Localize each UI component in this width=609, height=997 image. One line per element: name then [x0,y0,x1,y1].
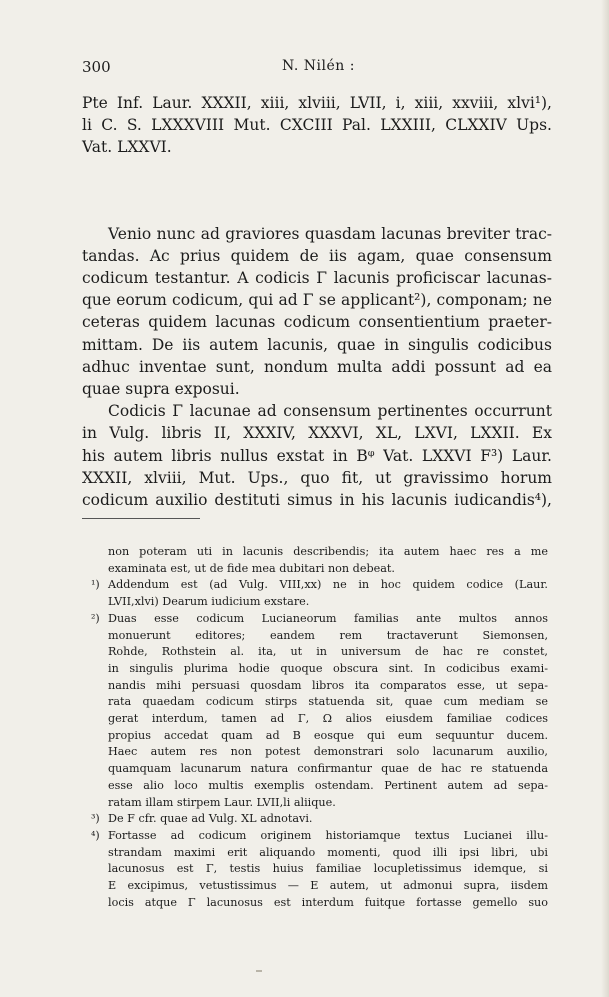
footnote-mark: ¹) [91,578,100,592]
footnote-line: propius accedat quam ad B eosque qui eum sequuntur ducem. [108,728,548,742]
main-text [82,92,552,511]
text-line: in Vulg. libris II, XXXIV, XXXVI, XL, LXVI, LXXII. Ex [82,424,552,443]
running-title: N. Nilén : [282,58,355,74]
footnote-line [91,828,548,845]
footnote-line: ratam illam stirpem Laur. LVII,li aliique. [108,795,336,809]
text-line: his autem libris nullus exstat in Bᵠ Vat. LXXVI F³) Laur. [82,446,552,465]
footnote-line: quamquam lacunarum natura confirmantur quae de hac re statuenda [108,762,548,776]
text-line: XXXII, xlviii, Mut. Ups., quo fit, ut gravissimo horum [82,468,552,487]
text-line: codicum testantur. A codicis Γ lacunis proficiscar lacunas- [82,269,552,288]
footnote-line [91,611,548,628]
footnote-rule [82,518,200,519]
footnotes [91,544,548,911]
text-line: tandas. Ac prius quidem de iis agam, quae consensum [82,246,552,265]
footnote-line [91,811,548,828]
text-line: quae supra exposui. [82,380,240,399]
text-line: li C. S. LXXXVIII Mut. CXCIII Pal. LXXIII, CLXXIV Ups. [82,116,552,135]
footnote-text: Addendum est (ad Vulg. VIII,xx) ne in hoc quidem codice (Laur. [108,578,548,592]
text-line: Vat. LXXVI. [82,138,172,157]
footnote-line: Haec autem res non potest demonstrari solo lacunarum auxilio, [108,745,548,759]
footnote-line: lacunosus est Γ, testis huius familiae locupletissimus idemque, si [108,862,548,876]
page-edge-shadow [601,0,609,997]
footnote-line: rata quaedam codicum stirps statuenda sit, quae cum mediam se [108,695,548,709]
footnote-line: esse alio loco multis exemplis ostendam. Pertinent autem ad sepa- [108,778,548,792]
text-line: mittam. De iis autem lacunis, quae in singulis codicibus [82,335,552,354]
text-line: que eorum codicum, qui ad Γ se applicant²), componam; ne [82,291,552,310]
text-line: codicum auxilio destituti simus in his lacunis iudicandis⁴), [82,491,552,510]
paper-speck [256,970,262,972]
footnote-line: E excipimus, vetustissimus — E autem, ut admonui supra, iisdem [108,879,548,893]
footnote-mark: ⁴) [91,828,100,842]
footnote-line: strandam maximi erit aliquando momenti, quod illi ipsi libri, ubi [108,845,548,859]
footnote-text: Fortasse ad codicum originem historiamque textus Lucianei illu- [108,828,548,842]
footnote-line: non poteram uti in lacunis describendis; ita autem haec res a me [108,545,548,558]
footnote-text: Duas esse codicum Lucianeorum familias ante multos annos [108,611,548,625]
text-line: adhuc inventae sunt, nondum multa addi possunt ad ea [82,357,552,376]
footnote-line: nandis mihi persuasi quosdam libros ita comparatos esse, ut sepa- [108,678,548,692]
text-line: ceteras quidem lacunas codicum consentientium praeter- [82,313,552,332]
text-line: Pte Inf. Laur. XXXII, xiii, xlviii, LVII, i, xiii, xxviii, xlvi¹), [82,94,552,112]
page-number: 300 [82,58,111,76]
footnote-line: locis atque Γ lacunosus est interdum fuitque fortasse gemello suo [108,895,548,909]
footnote-mark: ³) [91,812,100,826]
text-line: Venio nunc ad graviores quasdam lacunas breviter trac- [108,224,552,243]
footnote-line: examinata est, ut de fide mea dubitari non debeat. [108,561,395,575]
footnote-line: LVII,xlvi) Dearum iudicium exstare. [108,595,310,609]
page-header [82,58,552,80]
footnote-line [91,577,548,594]
footnote-line: monuerunt editores; eandem rem tractaverunt Siemonsen, [108,628,548,642]
footnote-line: Rohde, Rothstein al. ita, ut in universum de hac re constet, [108,645,548,659]
section-gap [82,159,552,223]
footnote-line: gerat interdum, tamen ad Γ, Ω alios eiusdem familiae codices [108,712,548,726]
text-line: Codicis Γ lacunae ad consensum pertinentes occurrunt [108,402,552,421]
footnote-mark: ²) [91,611,100,625]
footnote-text: De F cfr. quae ad Vulg. XL adnotavi. [108,812,313,826]
footnote-line: in singulis plurima hodie quoque obscura sint. In codicibus exami- [108,661,548,675]
